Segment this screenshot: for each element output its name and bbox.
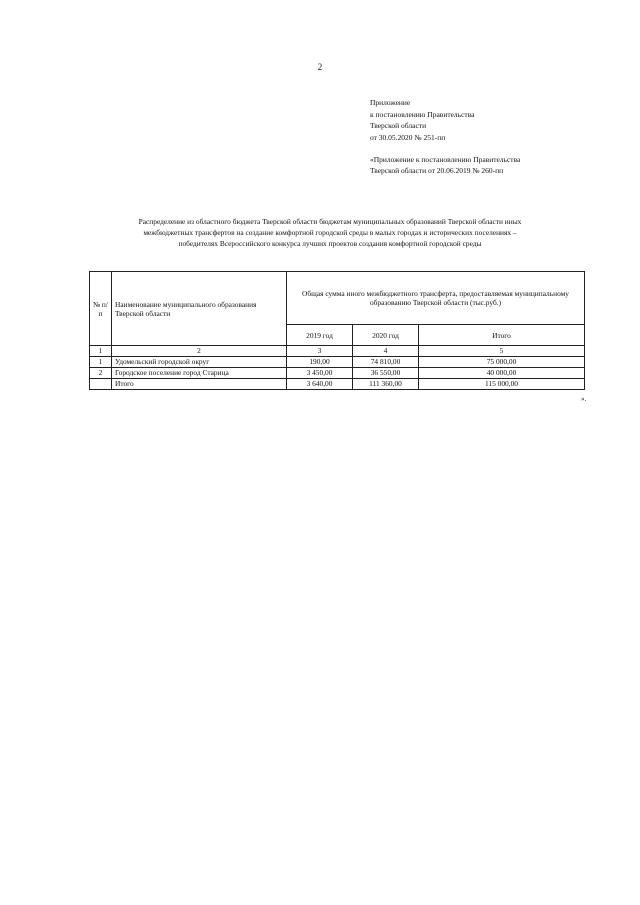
- appendix-line: к постановлению Правительства: [370, 109, 475, 119]
- table-header-row: [90, 272, 585, 325]
- column-number-row: [90, 346, 585, 357]
- appendix-line: Приложение: [370, 98, 411, 107]
- table-total-row: [90, 379, 585, 390]
- title-line: Распределение из областного бюджета Тверской области бюджетам муниципальных образований Тверской области иных: [138, 217, 522, 226]
- table-row: [90, 368, 585, 379]
- row-2020: 74 810,00: [353, 357, 419, 368]
- appendix-block: [370, 97, 610, 177]
- row-total: 75 000,00: [419, 357, 585, 368]
- header-2019: 2019 год: [287, 325, 353, 346]
- table-row: [90, 357, 585, 368]
- document-title: [88, 216, 572, 249]
- row-municipality: Удомельский городской округ: [112, 357, 287, 368]
- column-number-cell: 5: [419, 346, 585, 357]
- transfers-table: [89, 271, 585, 390]
- row-2019: 3 640,00: [287, 379, 353, 390]
- page-number: 2: [317, 62, 323, 72]
- title-line: межбюджетных трансфертов на создание комфортной городской среды в малых городах и исторических поселениях –: [143, 228, 517, 238]
- header-total: Итого: [419, 325, 585, 346]
- row-number: [90, 379, 112, 390]
- header-2020: 2020 год: [353, 325, 419, 346]
- header-number: № п/п: [90, 272, 112, 346]
- header-transfer-sum: Общая сумма иного межбюджетного трансферта, предоставляемая муниципальному образованию Тверской области (тыс.руб.): [287, 272, 585, 325]
- appendix-line: Тверской области: [370, 121, 427, 131]
- appendix-line: «Приложение к постановлению Правительства: [370, 154, 521, 164]
- row-number: 1: [90, 357, 112, 368]
- appendix-line: Тверской области от 20.06.2019 № 260-пп: [370, 166, 504, 176]
- row-2019: 3 450,00: [287, 368, 353, 379]
- column-number-cell: 1: [90, 346, 112, 357]
- closing-quote: ».: [581, 395, 587, 403]
- row-total: 40 000,00: [419, 368, 585, 379]
- column-number-cell: 4: [353, 346, 419, 357]
- row-municipality: Итого: [112, 379, 287, 390]
- column-number-cell: 2: [112, 346, 287, 357]
- row-municipality: Городское поселение город Старица: [112, 368, 287, 379]
- header-municipality: Наименование муниципального образования Тверской области: [112, 272, 287, 346]
- row-2020: 36 550,00: [353, 368, 419, 379]
- row-total: 115 000,00: [419, 379, 585, 390]
- row-2019: 190,00: [287, 357, 353, 368]
- row-2020: 111 360,00: [353, 379, 419, 390]
- column-number-cell: 3: [287, 346, 353, 357]
- title-line: победителях Всероссийского конкурса лучших проектов создания комфортной городской среды: [178, 239, 482, 249]
- appendix-line: от 30.05.2020 № 251-пп: [370, 132, 446, 142]
- row-number: 2: [90, 368, 112, 379]
